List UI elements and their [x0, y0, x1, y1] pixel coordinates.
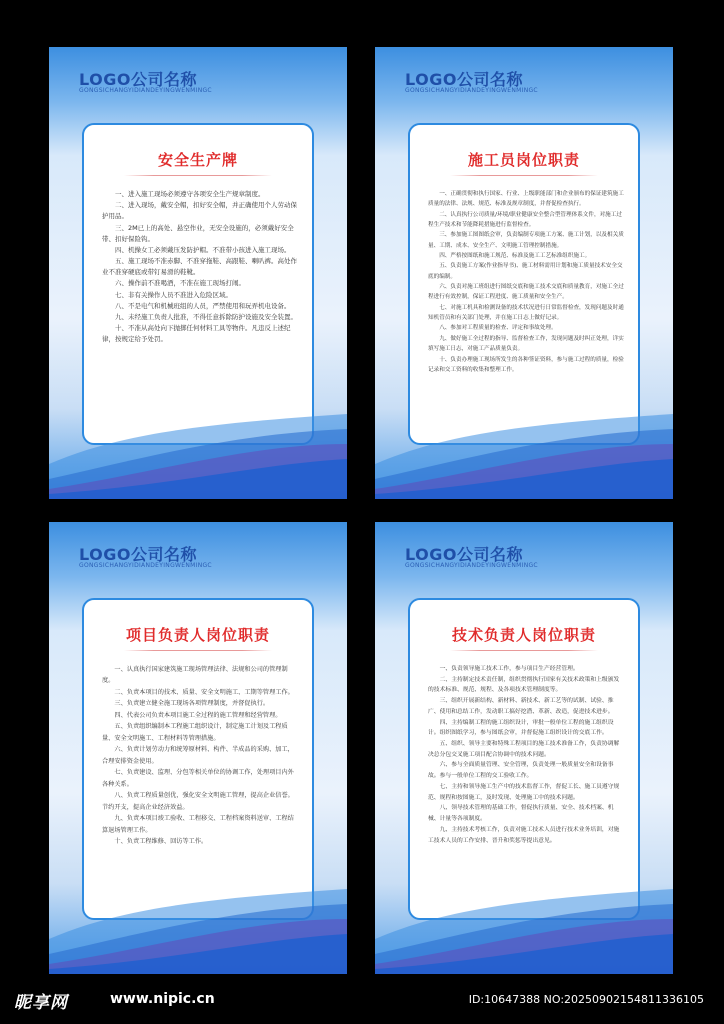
- poster-safety-production: [49, 47, 347, 499]
- company-logo: LOGO公司名称: [79, 545, 197, 564]
- watermark-id: ID:10647388 NO:20250902154811336105: [468, 993, 704, 1006]
- content-card: [82, 598, 314, 920]
- company-logo-subtitle: GONGSICHANGYIDIANDEYINGWENMINGC: [405, 562, 538, 569]
- company-logo: LOGO公司名称: [405, 70, 523, 89]
- watermark-brand: 昵享网: [14, 993, 68, 1013]
- duty-item: 二、负责本项目的技术、质量、安全文明施工、工期等管理工作。: [114, 688, 294, 696]
- duty-list: [428, 664, 624, 846]
- poster-title: 项目负责人岗位职责: [125, 626, 270, 644]
- company-logo-subtitle: GONGSICHANGYIDIANDEYINGWENMINGC: [405, 87, 538, 94]
- duty-item: 一、进入施工现场必须遵守各项安全生产规章制度。: [115, 190, 265, 198]
- duty-item: 八、参加对工程质量的检查、评定和事故处理。: [439, 325, 557, 332]
- content-card: [408, 123, 640, 445]
- duty-item: 三、组织开展新结构、新材料、新技术、新工艺等的试制、试验、推广、使用和总结工作，发动职工搞好挖潜、革新、改造，促进技术进步。: [428, 698, 614, 715]
- duty-item: 七、对施工机具和检测设备的技术状况进行日常监督检查，发现问题及时通知机管员和有关部门处理，并在施工日志上做好记录。: [428, 304, 624, 322]
- duty-item: 四、机操女工必须戴压发防护帽。不准带小孩进入施工现场。: [115, 245, 291, 254]
- content-card: [82, 123, 314, 445]
- duty-item: 二、主持制定技术责任制，组织贯彻执行国家有关技术政策和上级颁发的技术标准、规范、规程、及各项技术管理制度等。: [428, 676, 620, 694]
- duty-item: 十、不准从高处向下抛掷任何材料工具等物件。凡违反上述纪律，按规定给予处罚。: [102, 324, 291, 344]
- duty-item: 七、主持和领导施工生产中的技术监督工作，督促工长、施工员遵守规范、规程和按图施工，及时发现、处理施工中的技术问题。: [428, 783, 620, 801]
- duty-item: 七、非有关操作人员不准进入危险区域。: [115, 290, 232, 299]
- duty-item: 九、做好施工全过程的指导、监督检查工作，发现问题及时纠正处理，详实填写施工日志，对施工产品质量负责。: [428, 335, 624, 353]
- duty-item: 八、领导技术管理的基础工作，督促执行质量、安全、技术档案、机械、计量等各项制度。: [428, 805, 614, 823]
- title-divider: [124, 175, 272, 176]
- duty-item: 十、负责办理施工现场所发生的各种签证资料，参与施工过程的质量，检验记录和交工资料的收集和整理工作。: [428, 356, 624, 373]
- duty-item: 三、参加施工图图纸会审，负责编制专项施工方案、施工计划，以及相关质量、工期、成本、安全生产、文明施工管理控制措施。: [428, 232, 624, 249]
- duty-item: 八、负责工程质量创优，强化安全文明施工管理，提高企业信誉。节约开支，提高企业经济效益。: [102, 792, 294, 811]
- poster-title: 施工员岗位职责: [467, 151, 580, 169]
- duty-item: 一、负责领导施工技术工作，参与项目生产经营管理。: [439, 666, 579, 672]
- company-logo: LOGO公司名称: [79, 70, 197, 89]
- duty-item: 一、认真执行国家建筑施工现场管理法律、法规和公司的管理制度。: [102, 666, 288, 685]
- duty-item: 四、主持编制工程的施工组织设计，审批一般单位工程的施工组织设计。组织图纸学习，参与图纸会审，并督促施工组织设计的交底工作。: [428, 719, 614, 737]
- duty-item: 二、认真执行公司质量/环境/职业健康安全整合型管理体系文件，对施工过程生产技术和节能降耗措施进行监督检查。: [428, 211, 622, 229]
- duty-item: 五、负责组织编制本工程施工组织设计，制定施工计划及工程质量、安全文明施工、工程材料等管理措施。: [102, 723, 288, 742]
- duty-item: 三、2M已上的高处、悬空作业，无安全设施的，必须戴好安全带、扣好保险钩。: [102, 223, 294, 243]
- company-logo-subtitle: GONGSICHANGYIDIANDEYINGWENMINGC: [79, 562, 212, 569]
- duty-item: 七、负责建设、监理、分包等相关单位的协调工作，处理项目内外各种关系。: [102, 769, 294, 788]
- title-divider: [450, 175, 598, 176]
- duty-item: 十、负责工程维修、回访等工作。: [114, 838, 208, 846]
- duty-item: 九、主持技术考核工作，负责对施工技术人员进行技术业务培训，对施工技术人员的工作安排、晋升和奖惩等提出意见。: [428, 826, 620, 844]
- duty-item: 六、负责对施工班组进行图纸交底和施工技术交底和质量教育，对施工全过程进行有效控制，保证工程进度、施工质量和安全生产。: [428, 284, 624, 301]
- wave-decoration: [375, 879, 673, 974]
- duty-list: [102, 664, 298, 848]
- duty-item: 九、负责本项目竣工验收、工程移交、工程档案资料送审、工程结算退场管理工作。: [102, 815, 294, 834]
- duty-item: 六、负责计划劳动力和统筹原材料、构件、半成品的采购、加工，合理安排资金使用。: [102, 746, 294, 765]
- poster-construction-worker-duties: [375, 47, 673, 499]
- wave-decoration: [49, 879, 347, 974]
- duty-item: 六、操作前不准喝酒，不准在施工现场打闹。: [115, 279, 245, 288]
- poster-title: 安全生产牌: [157, 151, 238, 169]
- poster-technical-director-duties: [375, 522, 673, 974]
- duty-item: 五、施工现场不准赤脚、不准穿拖鞋、高跟鞋、喇叭裤。高处作业不准穿硬底或带钉易滑的鞋靴。: [102, 257, 297, 277]
- poster-project-manager-duties: [49, 522, 347, 974]
- duty-item: 五、负责施工方案(作业指导书)、施工材料需用计划和施工质量技术安全交底的编制。: [428, 263, 623, 280]
- duty-item: 四、代表公司负责本项目施工全过程的施工管理和经营管理。: [114, 711, 282, 719]
- watermark-url: www.nipic.cn: [110, 991, 215, 1007]
- wave-decoration: [375, 404, 673, 499]
- company-logo-subtitle: GONGSICHANGYIDIANDEYINGWENMINGC: [79, 87, 212, 94]
- duty-item: 一、正确贯彻和执行国家、行业、上级职能部门和企业颁布的保证建筑施工质量的法律、法规、规范、标准及规章制度，并督促检查执行。: [428, 191, 624, 208]
- title-divider: [124, 650, 272, 651]
- duty-item: 八、不是电气和机械班组的人员，严禁使用和玩弄机电设备。: [115, 301, 291, 310]
- duty-item: 六、参与全面质量管理、安全管理，负责处理一般质量安全和设备事故。参与一般单位工程的交工验收工作。: [428, 762, 614, 780]
- duty-list: [102, 189, 298, 345]
- duty-list: [428, 189, 624, 375]
- poster-title: 技术负责人岗位职责: [451, 626, 596, 644]
- content-card: [408, 598, 640, 920]
- duty-item: 九、未经施工负责人批准，不得任意拆除防护设施及安全装置。: [115, 312, 297, 321]
- duty-item: 二、进入现场，戴安全帽，扣好安全帽，并正确使用个人劳动保护用品。: [102, 201, 297, 221]
- company-logo: LOGO公司名称: [405, 545, 523, 564]
- duty-item: 三、负责建立健全施工现场各项管理制度，并督促执行。: [114, 700, 270, 708]
- duty-item: 五、组织、领导主要和特殊工程项目的施工技术准备工作，负责协调解决总分包交叉施工项目配合协调中的技术问题。: [428, 741, 620, 758]
- wave-decoration: [49, 404, 347, 499]
- title-divider: [450, 650, 598, 651]
- duty-item: 四、严格按图纸和施工规范、标准及施工工艺标准组织施工。: [439, 253, 591, 260]
